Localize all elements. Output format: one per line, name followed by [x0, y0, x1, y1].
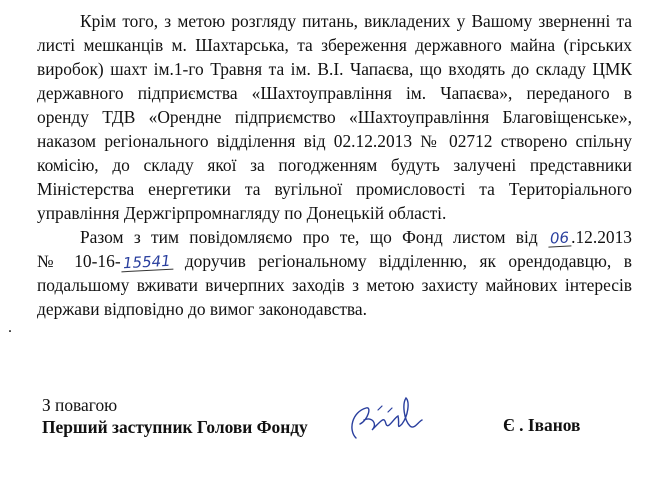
paragraph-2-line-3: подальшому вживати вичерпних заходів з метою захисту майнових інтересів — [37, 275, 632, 295]
handwritten-day: 06 — [549, 228, 570, 248]
signer-title: Перший заступник Голови Фонду — [42, 417, 308, 437]
paragraph-1-line-3: виробок) шахт ім.1-го Травня та ім. В.І. Чапаєва, що входять до складу ЦМК — [37, 59, 632, 79]
handwritten-number: 15541 — [122, 251, 171, 273]
closing-phrase: З повагою — [42, 395, 118, 415]
paragraph-1-line-4: державного підприємства «Шахтоуправління ім. Чапаєва», переданого в — [37, 83, 632, 103]
paragraph-1-line-6: наказом регіонального відділення від 02.12.2013 № 02712 створено спільну — [37, 131, 632, 151]
paragraph-2-line-1 — [80, 225, 632, 249]
stray-dot: . — [8, 319, 12, 336]
paragraph-1-line-7: комісію, до складу якої за погодженням будуть залучені представники — [37, 155, 632, 175]
paragraph-2-line-2 — [37, 249, 632, 273]
p2-text-after-date: .12.2013 — [571, 227, 632, 247]
paragraph-1-line-5: оренду ТДВ «Орендне підприємство «Шахтоуправління Благовіщенське», — [37, 107, 632, 127]
handwritten-signature — [338, 390, 428, 450]
paragraph-1-line-2: листі мешканців м. Шахтарська, та збереження державного майна (гірських — [37, 35, 632, 55]
signer-name: Є . Іванов — [503, 415, 581, 435]
p2-text-after-number: доручив регіональному відділенню, як орендодавцю, в — [184, 251, 632, 271]
paragraph-1-line-1: Крім того, з метою розгляду питань, викладених у Вашому зверненні та — [80, 11, 632, 31]
paragraph-1-line-9: управління Держгірпромнагляду по Донецькій області. — [37, 203, 447, 223]
p2-text-before-date: Разом з тим повідомляємо про те, що Фонд листом від — [80, 227, 538, 247]
paragraph-1-line-8: Міністерства енергетики та вугільної промисловості та Територіального — [37, 179, 632, 199]
p2-number-prefix: № 10-16- — [37, 251, 121, 271]
paragraph-2-line-4: держави відповідно до вимог законодавства. — [37, 299, 367, 319]
